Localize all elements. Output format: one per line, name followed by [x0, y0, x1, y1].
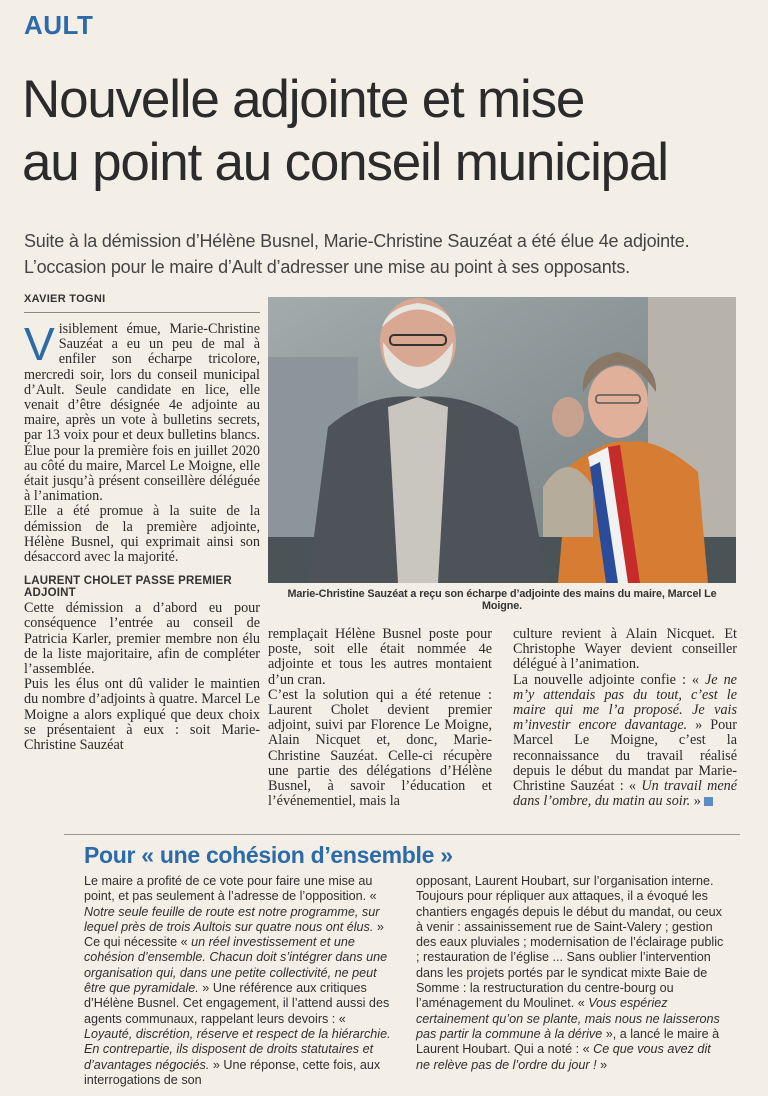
box-left-text-b: » Ce qui nécessite « [84, 919, 384, 950]
col2-paragraph-2: C’est la solution qui a été retenue : Laurent Cholet devient premier adjoint, suivi par Florence Le Moigne, Alain Nicquet et, donc, Marie-Christine Sauzéat. Celle-ci récupère une partie des délégations d’Hélène Busnel, à savoir l’éducation et l’événementiel, mais la [268, 686, 492, 810]
quote-mid: » Pour Marcel Le Moigne, c’est la reconnaissance du travail réalisé depuis le début du mandat par Marie-Christine Sauzéat : « [513, 717, 737, 795]
headline-line-2: au point au conseil municipal [22, 133, 668, 192]
box-left-quote-2: un réel investissement et une cohésion d’ensemble. Chacun doit s’intégrer dans une organisation qui, dans une petite collectivité, ne peut être que pyramidale. [84, 935, 388, 996]
box-column-left [84, 874, 396, 1088]
box-left-quote-1: Notre seule feuille de route est notre programme, sur lequel près de trois Aultois sur quatre nous ont élus. [84, 904, 380, 934]
lede-line-1: Suite à la démission d’Hélène Busnel, Marie-Christine Sauzéat a été élue 4e adjointe. [24, 231, 690, 251]
quote-close: » [690, 793, 701, 810]
col2-paragraph-1: remplaçait Hélène Busnel poste pour poste, soit elle était nommée 4e adjointe et tous les autres montaient d’un cran. [268, 626, 492, 688]
quote-maire: Un travail mené dans l’ombre, du matin au soir. [513, 778, 738, 810]
headline [22, 68, 752, 194]
box-right-quote-2: Ce que vous avez dit ne relève pas de l’ordre du jour ! [416, 1042, 711, 1072]
paragraph-3: Cette démission a d’abord eu pour conséquence l’entrée au conseil de Patricia Karler, premier membre non élu de la liste majoritaire, afin de compléter l’assemblée. [24, 600, 260, 678]
photo-illustration [268, 297, 736, 583]
col3-paragraph-2 [513, 673, 737, 810]
box-right-text-b: », a lancé le maire à Laurent Houbart. Qui a noté : « [416, 1026, 720, 1057]
photo-caption: Marie-Christine Sauzéat a reçu son écharpe d’adjointe des mains du maire, Marcel Le Moigne. [287, 588, 717, 612]
byline: XAVIER TOGNI [24, 293, 106, 305]
box-left-text-a: Le maire a profité de ce vote pour faire une mise au point, et pas seulement à l’adresse de l’opposition. « [84, 874, 377, 904]
article-column-3 [513, 627, 737, 809]
headline-line-1: Nouvelle adjointe et mise [22, 70, 585, 129]
box-title: Pour « une cohésion d’ensemble » [84, 842, 453, 868]
box-right-quote-1: Vous espériez certainement qu’on se plante, mais nous ne laisserons pas partir la commune à la dérive [416, 996, 720, 1041]
subhead: LAURENT CHOLET PASSE PREMIER ADJOINT [24, 575, 232, 600]
intro-text: isiblement émue, Marie-Christine Sauzéat a eu un peu de mal à enfiler son écharpe tricolore, mercredi soir, lors du conseil municipal d’Ault. Seule candidate en lice, elle venait d’être désignée 4e adjointe au maire, après un vote à bulletins secrets, par 13 voix pour et deux bulletins blancs. Élue pour la première fois en juillet 2020 au côté du maire, Marcel Le Moigne, elle était jusqu’à présent conseillère déléguée à l’animation. [24, 321, 260, 505]
lede [24, 228, 744, 280]
box-left-text-d: » Une réponse, cette fois, aux interrogations de son [84, 1057, 381, 1087]
col3-paragraph-1: culture revient à Alain Nicquet. Et Christophe Wayer devient conseiller délégué à l’animation. [513, 626, 737, 673]
box-right-text-c: » [596, 1057, 608, 1072]
quote-open: La nouvelle adjointe confie : « [513, 671, 705, 688]
paragraph-intro [24, 318, 260, 505]
box-right-text-a: opposant, Laurent Houbart, sur l’organisation interne. Toujours pour répliquer aux attaques, il a évoqué les chantiers engagés depuis le début du mandat, ou ceux à venir : assainissement rue de Saint-Valery ; gestion des eaux pluviales ; modernisation de l’éclairage public ; restauration de l’église ... Sans oublier l’intervention dans les projets portés par le syndicat mixte Baie de Somme : la restructuration du centre-bourg ou l’aménagement du Moulinet. « [416, 874, 724, 1011]
article-column-1 [24, 318, 260, 754]
byline-rule [24, 312, 260, 313]
section-kicker: AULT [24, 10, 94, 40]
box-rule [64, 834, 740, 835]
box-left-quote-3: Loyauté, discrétion, réserve et respect de la hiérarchie. En contrepartie, ils disposent de droits statutaires et d’avantages négociés. [84, 1026, 391, 1072]
drop-cap: V [24, 318, 55, 370]
box-column-right [416, 874, 728, 1073]
paragraph-2: Elle a été promue à la suite de la démission de la première adjointe, Hélène Busnel, qui exprimait ainsi son désaccord avec la majorité. [24, 503, 260, 566]
article-column-2 [268, 627, 492, 809]
paragraph-4: Puis les élus ont dû valider le maintien du nombre d’adjoints à quatre. Marcel Le Moigne a alors expliqué que deux choix se présentaient à eux : soit Marie-Christine Sauzéat [24, 676, 260, 754]
end-mark-icon [704, 797, 713, 806]
article-photo [268, 297, 736, 583]
box-left-text-c: » Une référence aux critiques d’Hélène Busnel. Cet engagement, il l’attend aussi des agents communaux, rappelant leurs devoirs : « [84, 981, 390, 1026]
lede-line-2: L’occasion pour le maire d’Ault d’adresser une mise au point à ses opposants. [24, 257, 630, 277]
quote-adjointe: Je ne m’y attendais pas du tout, c’est le maire qui me l’a proposé. Je vais m’investir encore davantage. [513, 671, 737, 734]
